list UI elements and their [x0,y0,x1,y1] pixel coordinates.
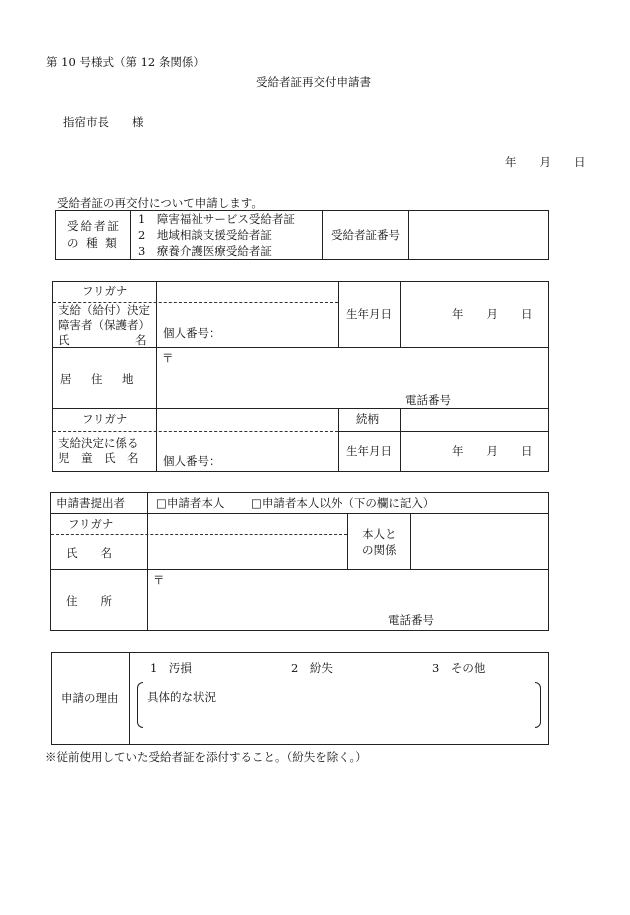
residence-phone-label: 電話番号 [405,393,451,407]
submitter-relation-field[interactable] [411,514,547,568]
recipient-birth-label: 生年月日 [346,307,392,321]
submitter-option-other[interactable]: □申請者本人以外（下の欄に記入） [251,496,435,510]
submitter-relation-label-2: の関係 [362,543,397,557]
submitter-address-field[interactable] [148,570,547,630]
reason-option-1[interactable]: 1 汚損 [150,661,192,675]
submitter-furigana-label: フリガナ [68,517,114,531]
child-name-label-2: 児 童 氏 名 [58,451,139,465]
submitter-option-self[interactable]: □申請者本人 [156,496,225,510]
recipient-name-label-1: 支給（給付）決定 [58,303,150,317]
child-name-label-1: 支給決定に係る [58,436,139,450]
certificate-type-option-1[interactable]: 1 障害福祉サービス受給者証 [138,212,295,226]
reason-label: 申請の理由 [61,691,119,705]
residence-label: 居 住 地 [60,372,138,386]
form-number: 第 10 号様式（第 12 条関係） [46,55,205,69]
certificate-type-option-3[interactable]: 3 療養介護医療受給者証 [138,244,272,258]
certificate-type-option-2[interactable]: 2 地域相談支援受給者証 [138,228,272,242]
reason-option-3[interactable]: 3 その他 [432,661,486,675]
child-personal-number-label[interactable]: 個人番号： [163,454,221,468]
submitter-phone-label: 電話番号 [388,613,434,627]
certificate-number-label: 受給者証番号 [331,228,400,242]
right-bracket-icon [535,682,541,728]
recipient-birth-value[interactable]: 年 月 日 [452,307,533,321]
submitter-address-label: 住 所 [66,594,112,608]
recipient-name-label-2: 障害者（保護者） [58,318,150,332]
submitter-furigana-field[interactable] [148,514,346,533]
submitter-name-field[interactable] [148,535,346,568]
reason-option-2[interactable]: 2 紛失 [291,661,333,675]
reason-detail-field[interactable] [137,682,541,728]
recipient-personal-number-label[interactable]: 個人番号： [163,326,221,340]
child-furigana-label: フリガナ [82,412,128,426]
recipient-name-label-3b: 名 [135,333,147,347]
submitter-relation-label-1: 本人と [362,527,397,541]
recipient-name-label-3a: 氏 [58,333,70,347]
child-furigana-field[interactable] [157,409,337,430]
reason-detail-label: 具体的な状況 [147,690,216,704]
submitter-postal-mark: 〒 [153,573,165,587]
addressee: 指宿市長 様 [63,115,144,129]
certificate-type-label-2: の 種 類 [67,236,119,250]
form-title: 受給者証再交付申請書 [256,75,371,89]
recipient-furigana-field[interactable] [157,282,337,301]
residence-field[interactable] [157,348,547,407]
child-birth-label: 生年月日 [346,444,392,458]
certificate-type-label: 受給者証 [67,219,121,233]
left-bracket-icon [137,682,143,728]
recipient-furigana-label: フリガナ [82,284,128,298]
intro-text: 受給者証の再交付について申請します。 [57,196,263,210]
child-birth-value[interactable]: 年 月 日 [452,444,533,458]
relation-label: 続柄 [356,412,379,426]
submitter-name-label: 氏 名 [66,546,112,560]
relation-field[interactable] [401,409,547,430]
footnote: ※従前使用していた受給者証を添付すること。（紛失を除く。） [45,750,367,764]
certificate-number-field[interactable] [409,211,548,259]
date-line[interactable]: 年 月 日 [505,155,586,169]
residence-postal-mark: 〒 [162,351,174,365]
submitter-label: 申請書提出者 [56,496,125,510]
